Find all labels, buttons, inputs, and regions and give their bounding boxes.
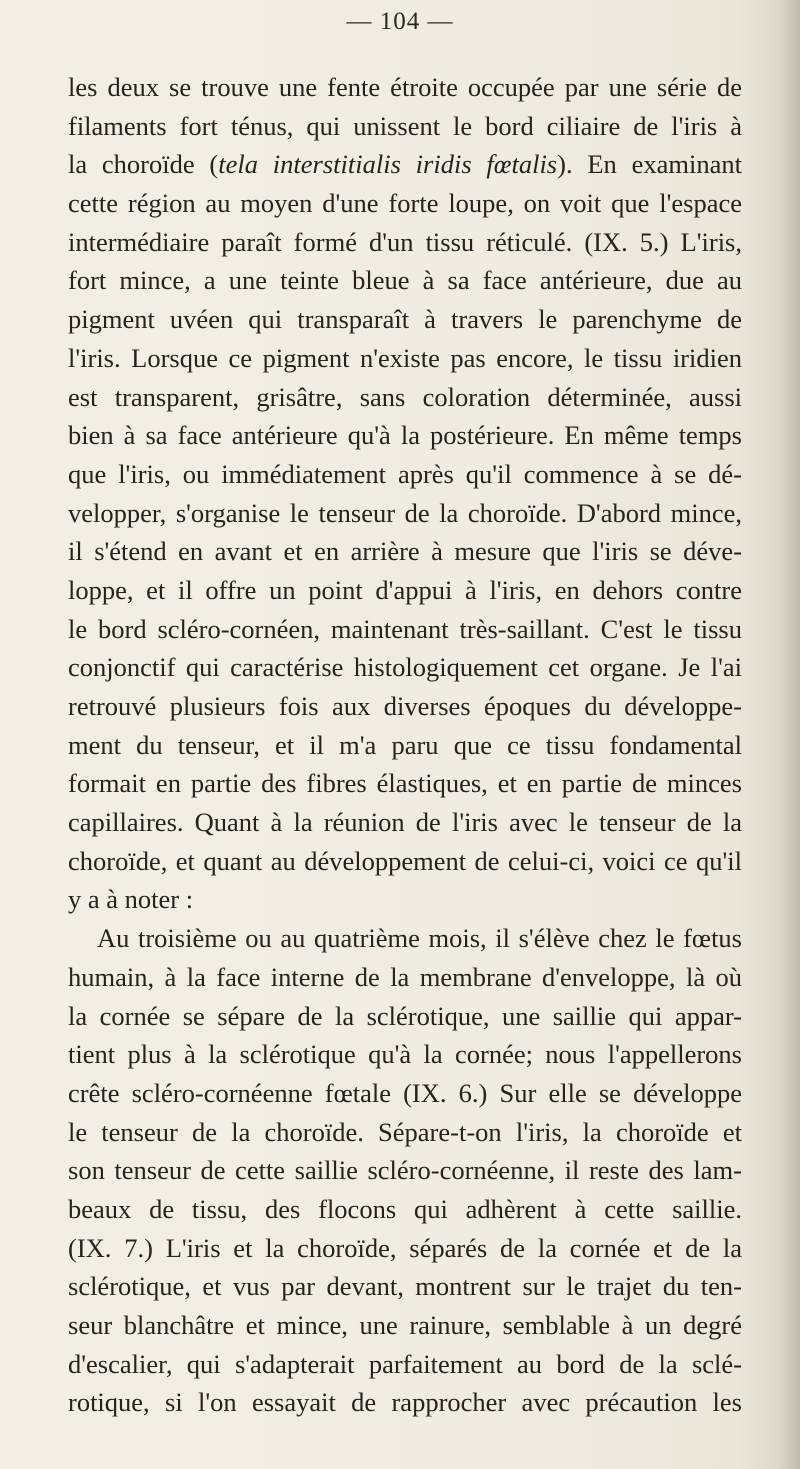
text-line: loppe, et il offre un point d'appui à l'iris, en dehors contre	[68, 574, 742, 605]
text-line: la choroïde (tela interstitialis iridis fœtalis). En examinant	[68, 149, 742, 180]
text-line: beaux de tissu, des flocons qui adhèrent à cette saillie.	[68, 1193, 742, 1224]
text-line: retrouvé plusieurs fois aux diverses époques du développe-	[68, 691, 742, 721]
body-text	[68, 68, 742, 1422]
text-line: intermédiaire paraît formé d'un tissu réticulé. (IX. 5.) L'iris,	[68, 226, 742, 257]
text-line: formait en partie des fibres élastiques, et en partie de minces	[68, 768, 742, 799]
text-line: conjonctif qui caractérise histologiquement cet organe. Je l'ai	[68, 652, 742, 683]
text-line: tient plus à la sclérotique qu'à la cornée; nous l'appellerons	[68, 1039, 742, 1070]
text-line: il s'étend en avant et en arrière à mesure que l'iris se déve-	[68, 536, 742, 567]
text-line: d'escalier, qui s'adapterait parfaitement au bord de la sclé-	[68, 1348, 742, 1379]
text-line: que l'iris, ou immédiatement après qu'il commence à se dé-	[68, 458, 742, 489]
text-line: Au troisième ou au quatrième mois, il s'élève chez le fœtus	[97, 923, 742, 954]
text-line: bien à sa face antérieure qu'à la postérieure. En même temps	[68, 420, 742, 451]
text-line: rotique, si l'on essayait de rapprocher avec précaution les	[68, 1387, 742, 1418]
text-line: humain, à la face interne de la membrane d'enveloppe, là où	[68, 961, 742, 992]
text-line: y a à noter :	[68, 884, 194, 915]
text-line: la cornée se sépare de la sclérotique, une saillie qui appar-	[68, 1000, 742, 1031]
text-line: choroïde, et quant au développement de celui-ci, voici ce qu'il	[68, 845, 742, 876]
page-number: — 104 —	[346, 8, 454, 35]
text-line: fort mince, a une teinte bleue à sa face antérieure, due au	[68, 265, 742, 296]
text-line: seur blanchâtre et mince, une rainure, semblable à un degré	[68, 1310, 742, 1340]
text-line: est transparent, grisâtre, sans coloration déterminée, aussi	[68, 381, 742, 412]
page-edge-shadow	[778, 0, 800, 1469]
text-line: le tenseur de la choroïde. Sépare-t-on l'iris, la choroïde et	[68, 1116, 742, 1147]
text-line: son tenseur de cette saillie scléro-cornéenne, il reste des lam-	[68, 1155, 742, 1186]
text-line: velopper, s'organise le tenseur de la choroïde. D'abord mince,	[68, 497, 742, 528]
text-line: sclérotique, et vus par devant, montrent sur le trajet du ten-	[68, 1271, 742, 1302]
text-line: pigment uvéen qui transparaît à travers le parenchyme de	[68, 304, 742, 335]
text-line: ment du tenseur, et il m'a paru que ce tissu fondamental	[68, 729, 742, 760]
text-line: crête scléro-cornéenne fœtale (IX. 6.) Sur elle se développe	[68, 1077, 742, 1108]
text-line: filaments fort ténus, qui unissent le bord ciliaire de l'iris à	[68, 110, 742, 141]
text-line: (IX. 7.) L'iris et la choroïde, séparés de la cornée et de la	[68, 1232, 742, 1263]
text-line: les deux se trouve une fente étroite occupée par une série de	[68, 72, 742, 102]
text-line: capillaires. Quant à la réunion de l'iris avec le tenseur de la	[68, 807, 742, 838]
text-line: cette région au moyen d'une forte loupe, on voit que l'espace	[68, 188, 742, 219]
text-line: l'iris. Lorsque ce pigment n'existe pas encore, le tissu iridien	[68, 342, 742, 373]
text-line: le bord scléro-cornéen, maintenant très-saillant. C'est le tissu	[68, 613, 742, 644]
